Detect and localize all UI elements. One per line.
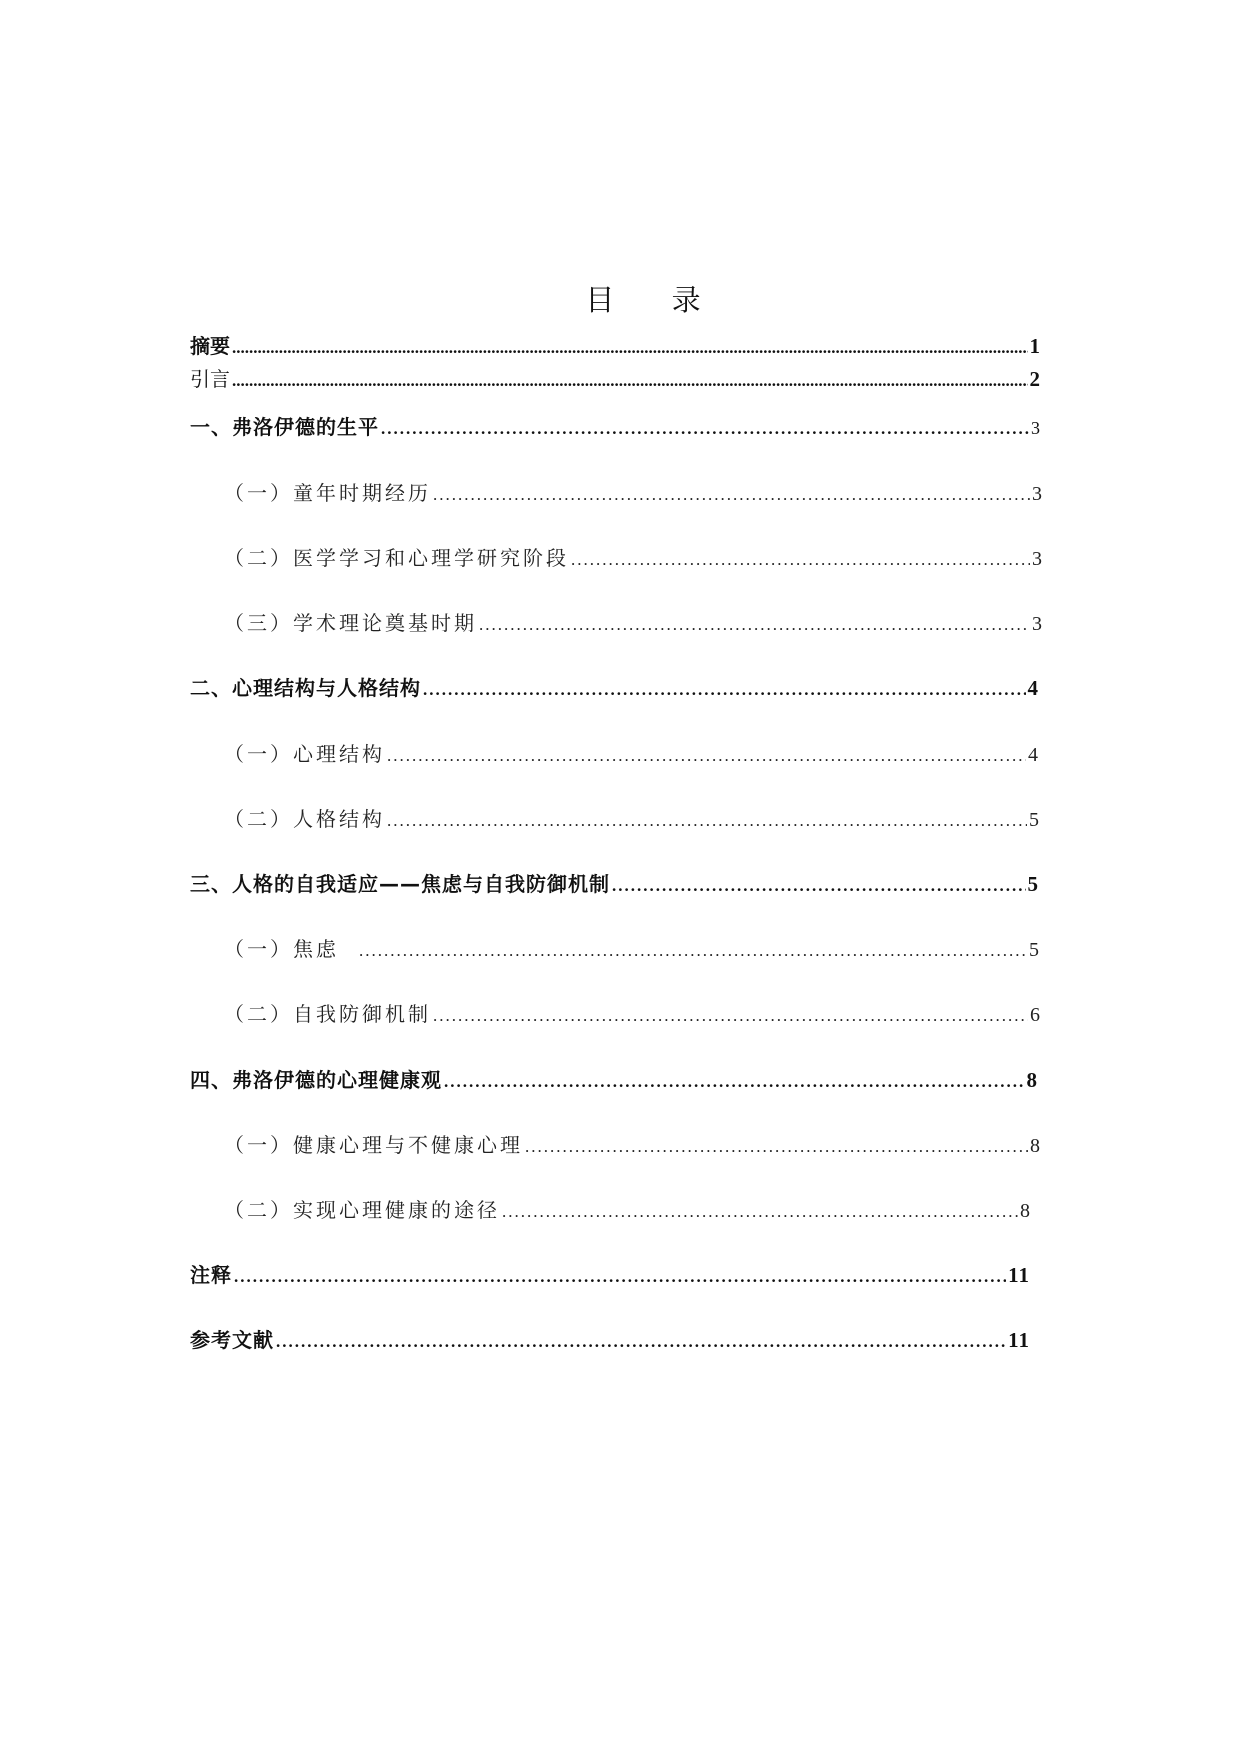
toc-entry-page: 8 <box>1026 1068 1038 1092</box>
dot-leader <box>387 746 1026 766</box>
dot-leader <box>612 876 1026 896</box>
dot-leader <box>234 1267 1006 1287</box>
toc-entry-section-1-1[interactable] <box>224 477 1042 511</box>
toc-entry-label: 引言 <box>190 367 230 391</box>
toc-entry-label: 二、心理结构与人格结构 <box>190 676 421 700</box>
toc-entry-page: 5 <box>1029 809 1039 831</box>
toc-entry-label: （一）心理结构 <box>224 742 385 766</box>
toc-entry-introduction[interactable] <box>190 363 1040 397</box>
dot-leader <box>479 615 1030 635</box>
toc-entry-section-1-3[interactable] <box>224 607 1042 641</box>
toc-entry-page: 3 <box>1032 483 1042 505</box>
dot-leader <box>444 1072 1025 1092</box>
dot-leader <box>276 1332 1006 1352</box>
toc-entry-label: 一、弗洛伊德的生平 <box>190 415 379 439</box>
toc-title: 目 录 <box>585 283 725 317</box>
toc-entry-section-1-2[interactable] <box>224 542 1042 576</box>
toc-entry-references[interactable] <box>190 1324 1030 1358</box>
toc-entry-page: 6 <box>1030 1004 1040 1026</box>
toc-entry-page: 11 <box>1008 1328 1030 1352</box>
toc-entry-page: 3 <box>1031 418 1041 438</box>
toc-entry-label: （一）健康心理与不健康心理 <box>224 1133 523 1157</box>
toc-entry-page: 4 <box>1027 676 1039 700</box>
toc-entry-page: 2 <box>1029 367 1040 391</box>
dot-leader <box>423 680 1026 700</box>
toc-entry-label: （三）学术理论奠基时期 <box>224 611 477 635</box>
toc-entry-page: 8 <box>1020 1200 1030 1222</box>
toc-entry-page: 3 <box>1032 548 1042 570</box>
dot-leader <box>232 371 1028 391</box>
toc-entry-page: 8 <box>1030 1135 1040 1157</box>
toc-entry-label: （一）焦虑 <box>224 937 339 961</box>
toc-entry-chapter-4[interactable] <box>190 1064 1038 1098</box>
toc-entry-section-3-2[interactable] <box>224 998 1040 1032</box>
toc-entry-label: （二）自我防御机制 <box>224 1002 431 1026</box>
toc-entry-label: （二）人格结构 <box>224 807 385 831</box>
dot-leader <box>502 1202 1018 1222</box>
toc-entry-page: 5 <box>1029 939 1039 961</box>
toc-entry-section-4-2[interactable] <box>224 1194 1030 1228</box>
toc-entry-chapter-3[interactable] <box>190 868 1039 902</box>
toc-entry-page: 11 <box>1008 1263 1030 1287</box>
toc-entry-label: （二）实现心理健康的途径 <box>224 1198 500 1222</box>
dot-leader <box>571 550 1030 570</box>
toc-entry-page: 3 <box>1032 613 1042 635</box>
toc-entry-label: 三、人格的自我适应——焦虑与自我防御机制 <box>190 872 610 896</box>
toc-entry-notes[interactable] <box>190 1259 1030 1293</box>
toc-entry-label: 摘要 <box>190 334 230 358</box>
toc-entry-label: 参考文献 <box>190 1328 274 1352</box>
toc-entry-page: 4 <box>1028 744 1038 766</box>
dot-leader <box>359 941 1027 961</box>
toc-entry-label: （二）医学学习和心理学研究阶段 <box>224 546 569 570</box>
dot-leader <box>387 811 1027 831</box>
toc-entry-page: 1 <box>1029 334 1040 358</box>
dot-leader <box>433 485 1030 505</box>
toc-entry-chapter-2[interactable] <box>190 672 1039 706</box>
toc-entry-chapter-1[interactable] <box>190 411 1041 445</box>
toc-entry-section-2-1[interactable] <box>224 738 1038 772</box>
toc-entry-label: 四、弗洛伊德的心理健康观 <box>190 1068 442 1092</box>
toc-entry-section-4-1[interactable] <box>224 1129 1040 1163</box>
toc-entry-abstract[interactable] <box>190 330 1040 364</box>
toc-entry-section-2-2[interactable] <box>224 803 1039 837</box>
dot-leader <box>525 1137 1028 1157</box>
dot-leader <box>381 419 1029 439</box>
toc-entry-page: 5 <box>1027 872 1039 896</box>
toc-entry-label: （一）童年时期经历 <box>224 481 431 505</box>
toc-entry-label: 注释 <box>190 1263 232 1287</box>
dot-leader <box>232 338 1028 358</box>
dot-leader <box>433 1006 1028 1026</box>
toc-entry-section-3-1[interactable] <box>224 933 1039 967</box>
